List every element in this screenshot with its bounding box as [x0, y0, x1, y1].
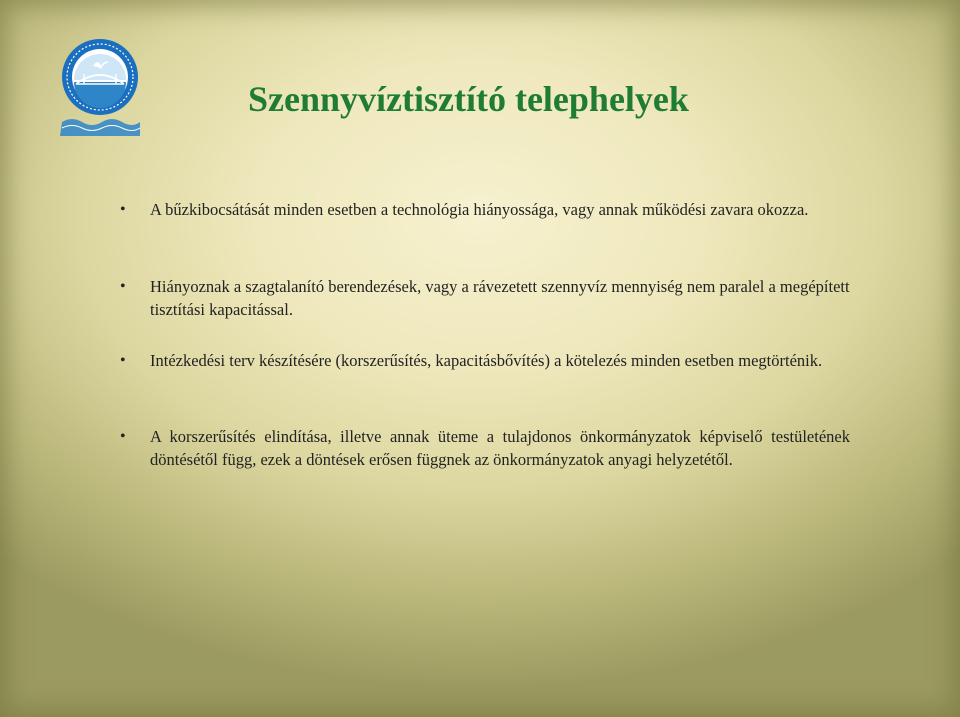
- bullet-dot: •: [120, 352, 126, 369]
- bullet-dot: •: [120, 278, 126, 295]
- bullet-text: A bűzkibocsátását minden esetben a technológia hiányossága, vagy annak működési zavara okozza.: [150, 200, 809, 219]
- list-item: [120, 349, 850, 372]
- list-item: [120, 198, 850, 221]
- bullet-dot: •: [120, 428, 126, 445]
- list-item: [120, 425, 850, 471]
- bullet-dot: •: [120, 201, 126, 218]
- bullet-text: Hiányoznak a szagtalanító berendezések, vagy a rávezetett szennyvíz mennyiség nem paralel a megépített tisztítási kapacitással.: [150, 277, 850, 319]
- bullet-text: A korszerűsítés elindítása, illetve annak üteme a tulajdonos önkormányzatok képviselő testületének döntésétől függ, ezek a döntések erősen függnek az önkormányzatok anyagi helyzetétől.: [150, 427, 850, 469]
- list-item: [120, 275, 850, 321]
- bullet-text: Intézkedési terv készítésére (korszerűsítés, kapacitásbővítés) a kötelezés minden esetben megtörténik.: [150, 351, 823, 370]
- page-title: Szennyvíztisztító telephelyek: [248, 79, 689, 119]
